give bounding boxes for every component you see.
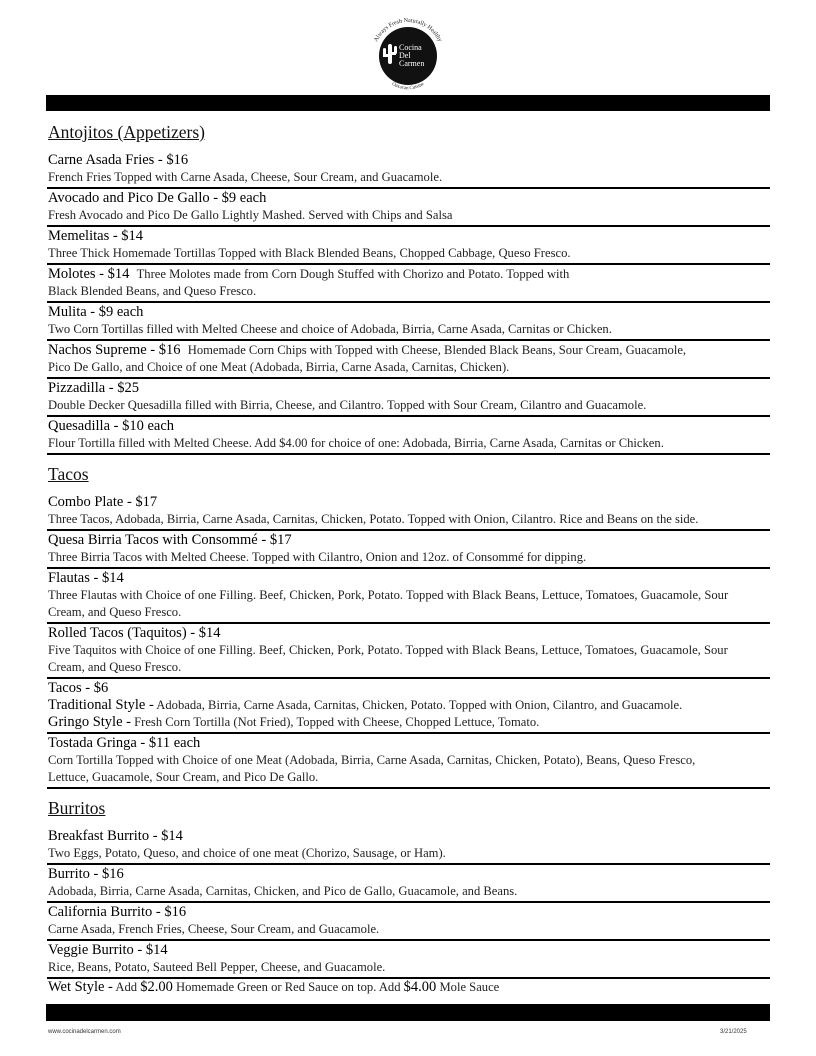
menu-content — [47, 121, 770, 996]
restaurant-logo — [362, 10, 454, 102]
item-title: Rolled Tacos (Taquitos) - $14 — [48, 625, 221, 641]
item-title: Burrito - $16 — [48, 866, 124, 882]
wet-style-text: Add — [115, 980, 138, 994]
menu-item — [47, 941, 770, 979]
menu-item — [47, 265, 770, 303]
footer-date: 3/21/2025 — [720, 1029, 747, 1035]
item-title: Tacos - $6 — [48, 680, 109, 696]
item-description: Carne Asada, French Fries, Cheese, Sour Cream, and Guacamole. — [48, 922, 380, 936]
menu-item — [47, 903, 770, 941]
logo-name-line1: Cocina — [399, 43, 422, 52]
item-subline — [48, 697, 770, 714]
wet-style-label: Wet Style - — [48, 979, 113, 995]
section-title-burritos: Burritos — [48, 798, 106, 818]
menu-item — [47, 827, 770, 865]
footer-website: www.cocinadelcarmen.com — [48, 1029, 121, 1035]
wet-style-text: Mole Sauce — [439, 980, 500, 994]
menu-item — [47, 569, 770, 624]
menu-item — [47, 531, 770, 569]
item-description: Three Birria Tacos with Melted Cheese. Topped with Cilantro, Onion and 12oz. of Consommé for dipping. — [48, 550, 587, 564]
item-description: Three Thick Homemade Tortillas Topped with Black Blended Beans, Chopped Cabbage, Queso Fresco. — [48, 246, 571, 260]
item-description-inline: Three Molotes made from Corn Dough Stuffed with Chorizo and Potato. Topped with — [136, 267, 570, 281]
menu-item — [47, 679, 770, 734]
item-title: Avocado and Pico De Gallo - $9 each — [48, 190, 267, 206]
menu-item — [47, 865, 770, 903]
subline-text: Fresh Corn Tortilla (Not Fried), Topped with Cheese, Chopped Lettuce, Tomato. — [134, 715, 540, 729]
item-description-inline: Homemade Corn Chips with Topped with Cheese, Blended Black Beans, Sour Cream, Guacamole, — [187, 343, 687, 357]
item-subline — [48, 714, 770, 731]
section-title-antojitos: Antojitos (Appetizers) — [48, 122, 205, 142]
header-black-bar — [46, 95, 770, 111]
menu-item — [47, 341, 770, 379]
item-title: Molotes - $14 — [48, 266, 130, 282]
item-title: Carne Asada Fries - $16 — [48, 152, 189, 168]
item-description: Five Taquitos with Choice of one Filling. Beef, Chicken, Pork, Potato. Topped with Black Beans, Lettuce, Tomatoes, Guacamole, Sour — [48, 643, 728, 657]
item-description: Three Tacos, Adobada, Birria, Carne Asada, Carnitas, Chicken, Potato. Topped with Onion, Cilantro. Rice and Beans on the side. — [48, 512, 699, 526]
item-description: Adobada, Birria, Carne Asada, Carnitas, Chicken, and Pico de Gallo, Guacamole, and Beans. — [48, 884, 518, 898]
item-title: Combo Plate - $17 — [48, 494, 158, 510]
item-description: Corn Tortilla Topped with Choice of one Meat (Adobada, Birria, Carne Asada, Carnitas, Chicken, Potato), Beans, Queso Fresco, — [48, 753, 696, 767]
item-description: Pico De Gallo, and Choice of one Meat (Adobada, Birria, Carne Asada, Carnitas, Chicken). — [48, 360, 510, 374]
item-title: Memelitas - $14 — [48, 228, 144, 244]
logo-arc-top-text: Always Fresh Naturally Healthy — [373, 17, 443, 43]
menu-item — [47, 624, 770, 679]
item-description-cont: Lettuce, Guacamole, Sour Cream, and Pico De Gallo. — [48, 770, 319, 784]
wet-style-price: $2.00 — [140, 979, 173, 995]
item-description: Flour Tortilla filled with Melted Cheese. Add $4.00 for choice of one: Adobada, Birria, Carne Asada, Carnitas or Chicken. — [48, 436, 664, 450]
item-title: Mulita - $9 each — [48, 304, 144, 320]
item-title: Veggie Burrito - $14 — [48, 942, 168, 958]
footer-black-bar — [46, 1004, 770, 1021]
item-title: Nachos Supreme - $16 — [48, 342, 181, 358]
menu-item — [47, 379, 770, 417]
item-title: Quesa Birria Tacos with Consommé - $17 — [48, 532, 292, 548]
item-title: Flautas - $14 — [48, 570, 124, 586]
wet-style-text: Homemade Green or Red Sauce on top. Add — [175, 980, 401, 994]
logo-name-line2: Del — [399, 51, 411, 60]
wet-style-note — [47, 979, 770, 996]
subline-label: Gringo Style - — [48, 714, 131, 730]
menu-item — [47, 303, 770, 341]
section-title-tacos: Tacos — [48, 464, 89, 484]
menu-item — [47, 493, 770, 531]
subline-text: Adobada, Birria, Carne Asada, Carnitas, Chicken, Potato. Topped with Onion, Cilantro, and Guacamole. — [156, 698, 683, 712]
item-title: California Burrito - $16 — [48, 904, 187, 920]
item-description: Three Flautas with Choice of one Filling. Beef, Chicken, Pork, Potato. Topped with Black Beans, Lettuce, Tomatoes, Guacamole, Sour — [48, 588, 729, 602]
item-title: Tostada Gringa - $11 each — [48, 735, 201, 751]
item-title-line — [48, 265, 770, 283]
item-description: Double Decker Quesadilla filled with Birria, Cheese, and Cilantro. Topped with Sour Cream, Cilantro and Guacamole. — [48, 398, 647, 412]
item-description: French Fries Topped with Carne Asada, Cheese, Sour Cream, and Guacamole. — [48, 170, 443, 184]
item-description: Rice, Beans, Potato, Sauteed Bell Pepper, Cheese, and Guacamole. — [48, 960, 386, 974]
menu-item — [47, 151, 770, 189]
menu-item — [47, 417, 770, 455]
menu-item — [47, 227, 770, 265]
item-description: Black Blended Beans, and Queso Fresco. — [48, 284, 257, 298]
item-description-cont: Cream, and Queso Fresco. — [48, 660, 182, 674]
menu-item — [47, 189, 770, 227]
item-title: Breakfast Burrito - $14 — [48, 828, 183, 844]
item-description: Two Eggs, Potato, Queso, and choice of one meat (Chorizo, Sausage, or Ham). — [48, 846, 446, 860]
item-title: Quesadilla - $10 each — [48, 418, 175, 434]
logo-name-line3: Carmen — [399, 59, 425, 68]
item-title-line — [48, 341, 770, 359]
item-description: Two Corn Tortillas filled with Melted Cheese and choice of Adobada, Birria, Carne Asada, Carnitas or Chicken. — [48, 322, 612, 336]
menu-item — [47, 734, 770, 789]
logo-arc-bottom-text: Oaxacan Cuisine — [390, 81, 426, 92]
item-title: Pizzadilla - $25 — [48, 380, 140, 396]
wet-style-price: $4.00 — [403, 979, 437, 995]
subline-label: Traditional Style - — [48, 697, 154, 713]
item-description: Fresh Avocado and Pico De Gallo Lightly Mashed. Served with Chips and Salsa — [48, 208, 453, 222]
item-description-cont: Cream, and Queso Fresco. — [48, 605, 182, 619]
